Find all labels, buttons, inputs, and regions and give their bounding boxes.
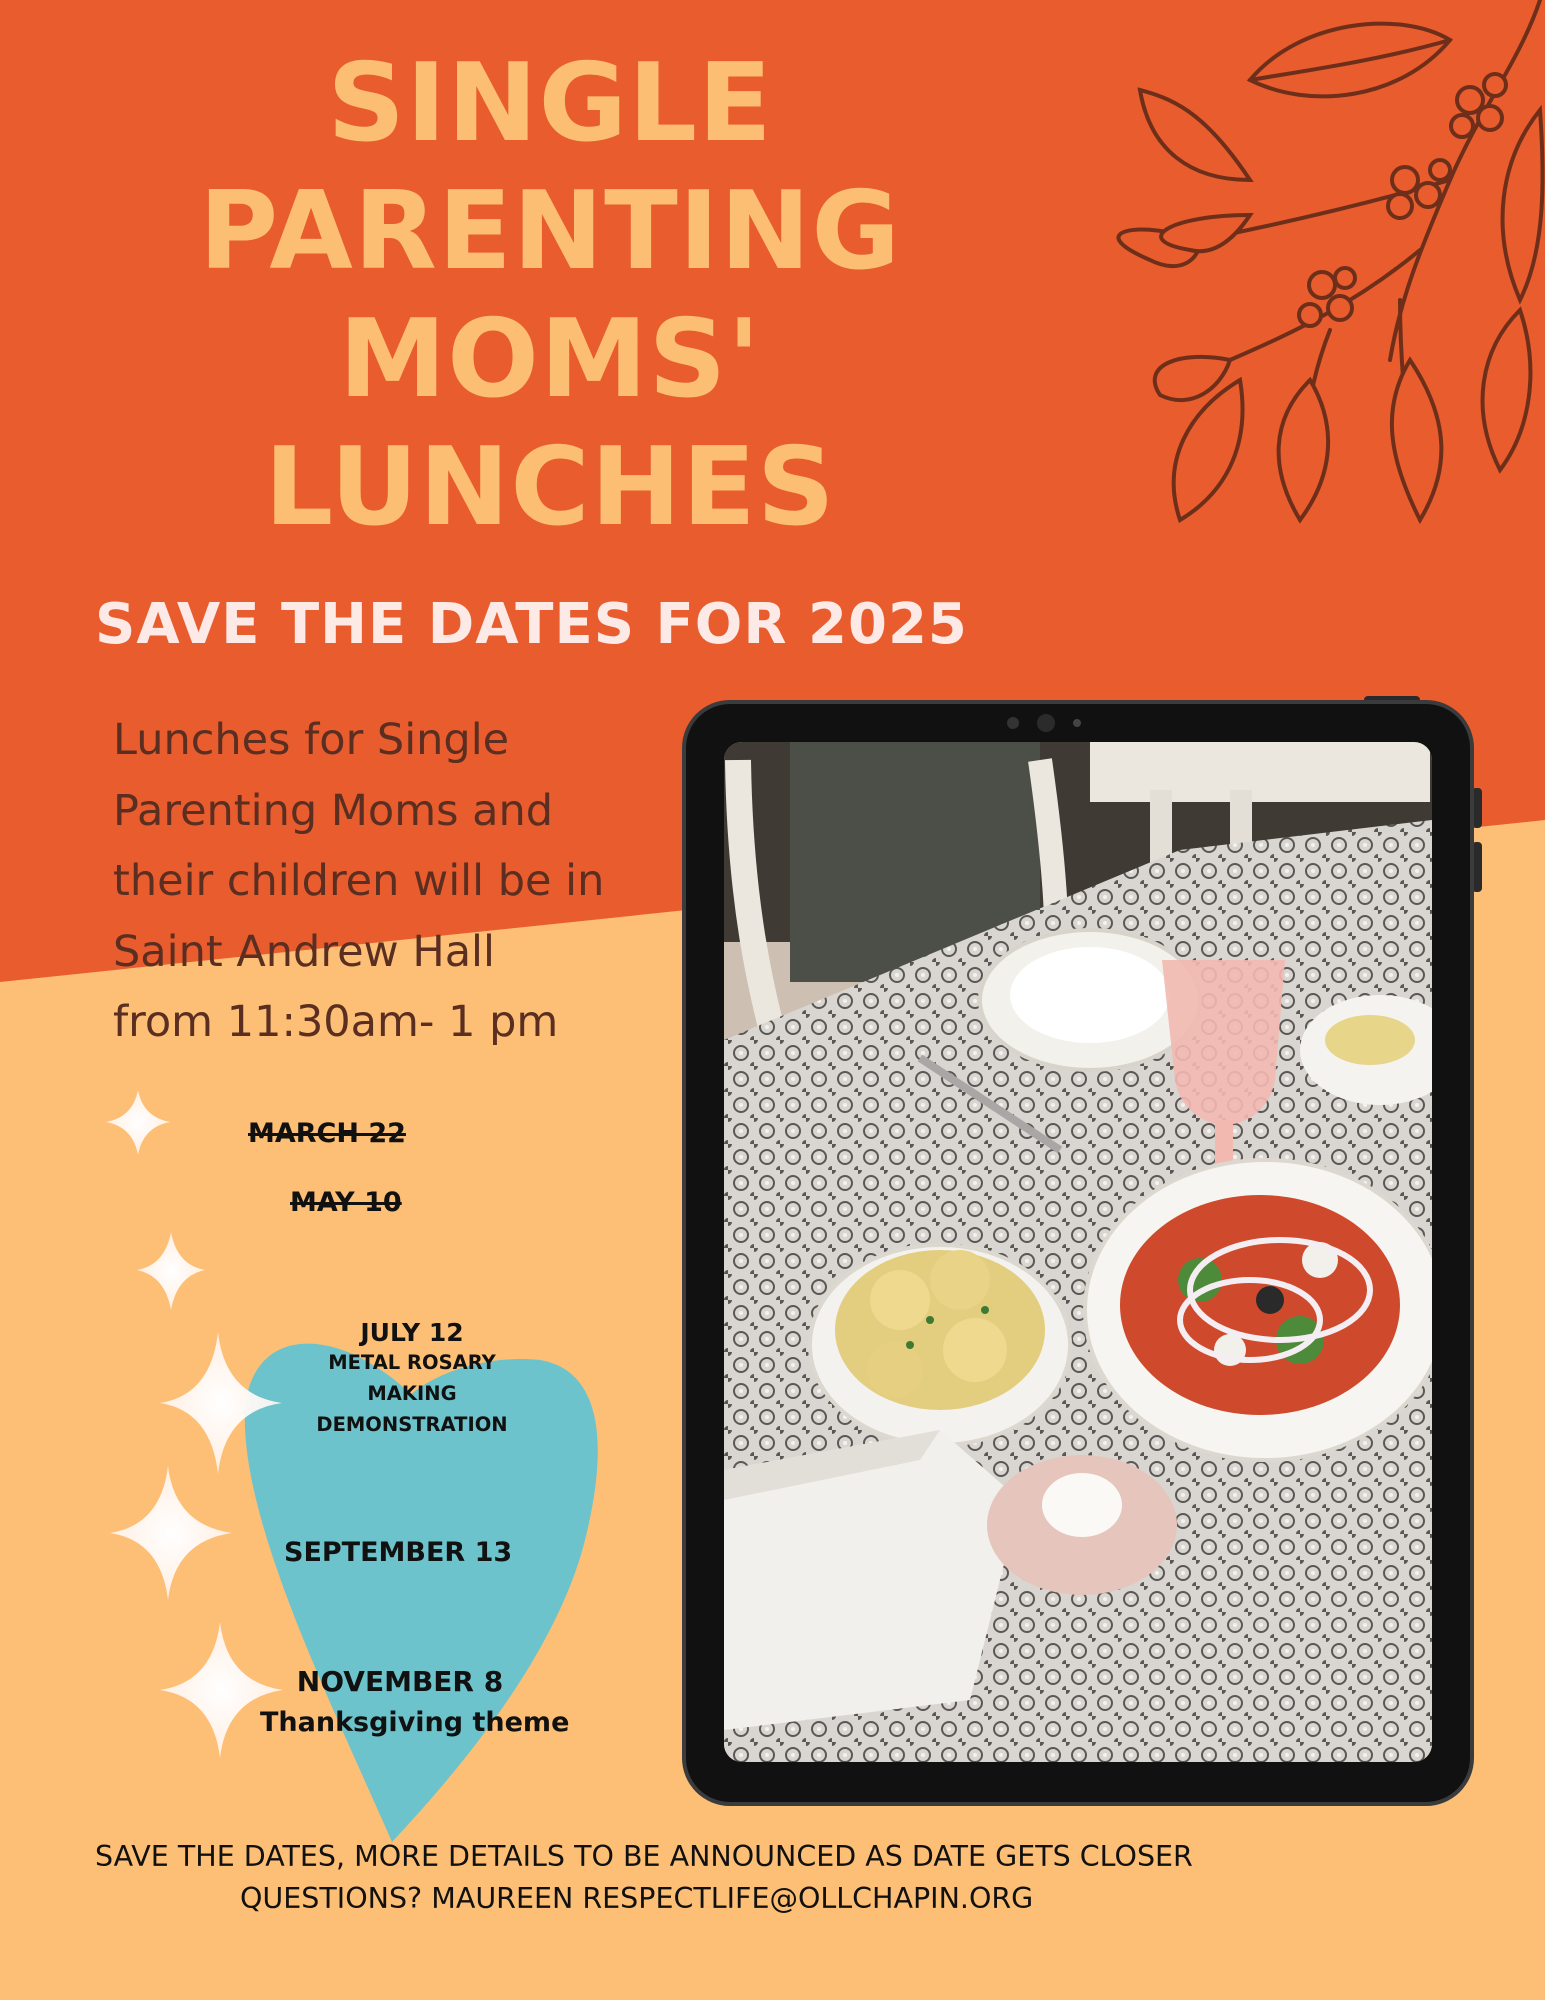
event-note: Thanksgiving theme — [260, 1707, 570, 1738]
title-line: SINGLE — [327, 41, 773, 166]
lunch-table-photo — [724, 742, 1460, 1762]
date-may-10: MAY 10 — [290, 1187, 402, 1218]
intro-line: their children will be in — [113, 856, 605, 906]
date-september-13: SEPTEMBER 13 — [284, 1537, 513, 1568]
intro-text — [113, 705, 673, 1058]
title-line: LUNCHES — [264, 425, 836, 550]
event-note-line: DEMONSTRATION — [316, 1413, 508, 1436]
footer-contact: QUESTIONS? MAUREEN RESPECTLIFE@OLLCHAPIN.ORG — [240, 1882, 1034, 1915]
intro-line: from 11:30am- 1 pm — [113, 997, 559, 1047]
date-november-8 — [260, 1662, 570, 1744]
intro-line: Saint Andrew Hall — [113, 926, 495, 977]
footer-announcement: SAVE THE DATES, MORE DETAILS TO BE ANNOUNCED AS DATE GETS CLOSER — [95, 1840, 1193, 1873]
intro-line: Parenting Moms and — [113, 785, 554, 836]
flyer-title — [130, 40, 970, 552]
event-note-line: MAKING — [367, 1382, 457, 1405]
date-label: NOVEMBER 8 — [296, 1665, 504, 1698]
intro-line: Lunches for Single — [113, 715, 510, 765]
save-the-dates-heading: SAVE THE DATES FOR 2025 — [95, 592, 968, 657]
date-label: JULY 12 — [360, 1318, 464, 1347]
title-line: PARENTING — [198, 169, 902, 294]
date-july-12 — [312, 1318, 512, 1440]
event-note-line: METAL ROSARY — [328, 1351, 496, 1374]
date-march-22: MARCH 22 — [248, 1118, 406, 1149]
title-line: MOMS' — [338, 297, 762, 422]
